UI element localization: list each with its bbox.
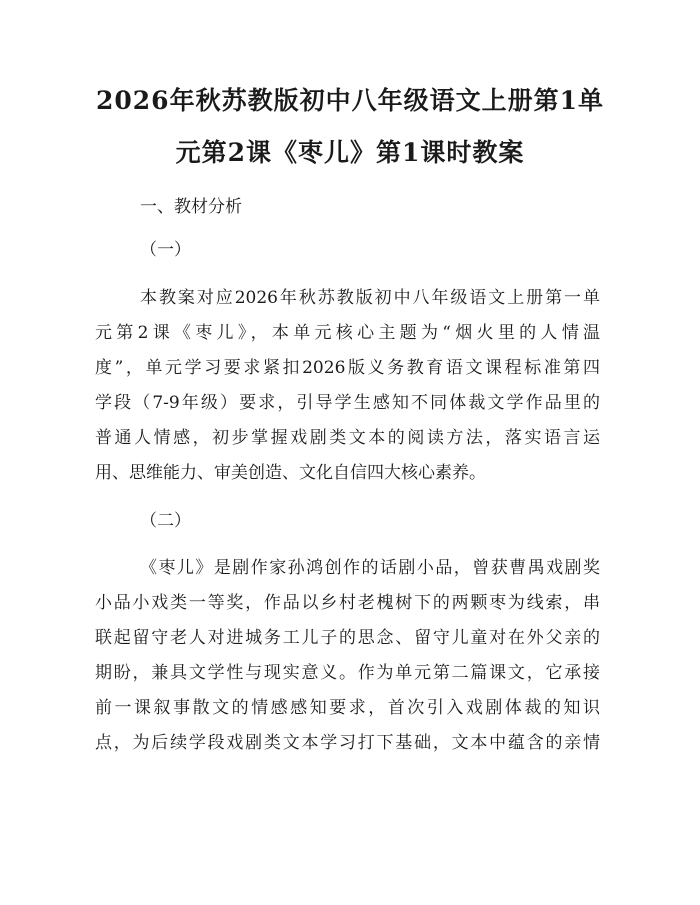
paragraph-2-line: 期盼，兼具文学性与现实意义。作为单元第二篇课文，它承接: [95, 663, 600, 683]
paragraph-2-line: 联起留守老人对进城务工儿子的思念、留守儿童对在外父亲的: [95, 628, 600, 648]
paragraph-2-line: 前一课叙事散文的情感感知要求，首次引入戏剧体裁的知识: [95, 698, 600, 718]
section-heading-materials-analysis: 一、教材分析: [140, 197, 242, 217]
paragraph-1-line: 学段（7-9年级）要求，引导学生感知不同体裁文学作品里的: [95, 393, 600, 413]
paragraph-1-line: 度”，单元学习要求紧扣2026版义务教育语文课程标准第四: [95, 358, 600, 378]
paragraph-1-line: 普通人情感，初步掌握戏剧类文本的阅读方法，落实语言运: [95, 428, 600, 448]
paragraph-2-line: 《枣儿》是剧作家孙鸿创作的话剧小品，曾获曹禺戏剧奖: [140, 558, 600, 578]
paragraph-1-line: 本教案对应2026年秋苏教版初中八年级语文上册第一单: [140, 288, 600, 308]
document-title-line-1: 2026年秋苏教版初中八年级语文上册第1单: [96, 86, 604, 115]
subsection-label-1: （一）: [140, 240, 191, 260]
subsection-label-2: （二）: [140, 511, 191, 531]
paragraph-1-line: 用、思维能力、审美创造、文化自信四大核心素养。: [95, 463, 486, 483]
document-title-line-2: 元第2课《枣儿》第1课时教案: [175, 138, 525, 167]
paragraph-1-line: 元第2课《枣儿》，本单元核心主题为“烟火里的人情温: [95, 323, 600, 343]
paragraph-2-line: 小品小戏类一等奖，作品以乡村老槐树下的两颗枣为线索，串: [95, 593, 600, 613]
paragraph-2-line: 点，为后续学段戏剧类文本学习打下基础，文本中蕴含的亲情: [95, 733, 600, 753]
